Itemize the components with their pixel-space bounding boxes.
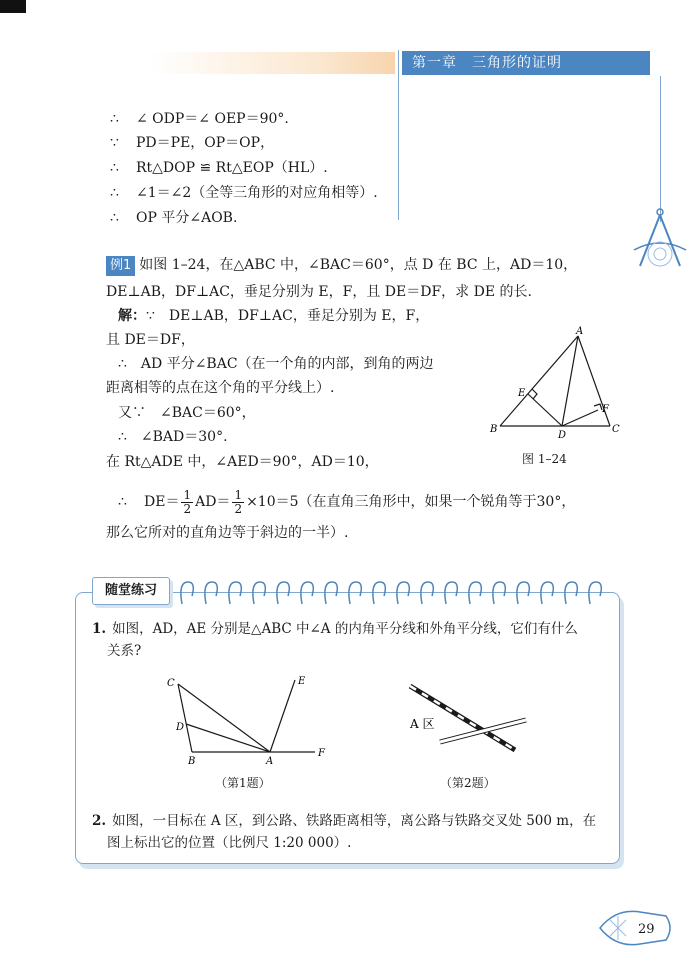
question-1-caption: （第1题）: [215, 776, 271, 790]
proof-line-5: ∴ OP 平分∠AOB.: [110, 210, 238, 226]
solution-line-3: ∴ AD 平分∠BAC（在一个角的内部，到角的两边: [118, 356, 434, 372]
q1-label-F: F: [318, 748, 325, 759]
fraction-half: $\frac{1}{2}$: [183, 487, 192, 516]
corner-mark: [0, 0, 26, 13]
question-2-figure: [400, 680, 540, 760]
solution-line-5: 又∵ ∠BAC＝60°，: [118, 405, 256, 421]
practice-title: 随堂练习: [92, 577, 170, 605]
question-2-caption: （第2题）: [440, 776, 496, 790]
example-line-1: 例1 如图 1–24，在△ABC 中，∠BAC＝60°，点 D 在 BC 上，AD＝10，: [106, 256, 577, 276]
fraction-half: $\frac{1}{2}$: [234, 487, 243, 516]
compass-icon: [628, 206, 688, 272]
q1-label-A: A: [266, 756, 274, 767]
label-A: A: [576, 326, 584, 337]
proof-line-4: ∴ ∠1＝∠2（全等三角形的对应角相等）.: [110, 185, 378, 201]
question-1-line-1: 1. 如图，AD，AE 分别是△ABC 中∠A 的内角平分线和外角平分线，它们有什么: [92, 621, 578, 637]
area-a-label: A 区: [410, 717, 435, 731]
margin-line: [660, 76, 661, 222]
figure-caption: 图 1–24: [522, 452, 567, 466]
question-1-line-2: 关系?: [107, 643, 142, 659]
solution-line-8: ∴ DE＝ $\frac{1}{2}$ AD＝ $\frac{1}{2}$ ×10＝5（在直角三角形中，如果一个锐角等于30°，: [118, 487, 576, 516]
header-divider: [398, 50, 399, 220]
page-number-badge: [596, 906, 676, 950]
q1-label-E: E: [298, 676, 306, 687]
spiral-binding: [176, 574, 616, 608]
label-C: C: [612, 424, 620, 435]
solution-line-1: 解：∵ DE⊥AB，DF⊥AC，垂足分别为 E，F，: [118, 308, 430, 324]
label-E: E: [518, 388, 526, 399]
triangle-figure: [482, 326, 632, 446]
question-2-line-2: 图上标出它的位置（比例尺 1:20 000）.: [107, 835, 352, 851]
proof-line-3: ∴ Rt△DOP ≌ Rt△EOP（HL）.: [110, 160, 328, 176]
q1-label-B: B: [188, 756, 196, 767]
label-F: F: [602, 404, 609, 415]
example-badge: 例1: [106, 256, 135, 276]
example-line-2: DE⊥AB，DF⊥AC，垂足分别为 E，F，且 DE＝DF，求 DE 的长.: [106, 284, 532, 300]
proof-line-1: ∴ ∠ ODP＝∠ OEP＝90°.: [110, 111, 289, 127]
label-B: B: [490, 424, 498, 435]
chapter-title: 第一章 三角形的证明: [402, 51, 650, 75]
solution-line-2: 且 DE＝DF，: [106, 332, 195, 348]
solution-line-4: 距离相等的点在这个角的平分线上）.: [106, 380, 335, 396]
q1-label-D: D: [176, 722, 185, 733]
solution-line-6: ∴ ∠BAD＝30°.: [118, 429, 228, 445]
question-2-line-1: 2. 如图，一目标在 A 区，到公路、铁路距离相等，离公路与铁路交叉处 500 m，在: [92, 813, 597, 829]
page-number: 29: [638, 922, 655, 937]
question-1-figure: [160, 672, 340, 768]
solution-line-9: 那么它所对的直角边等于斜边的一半）.: [106, 525, 349, 541]
header-gradient: [150, 52, 395, 74]
q1-label-C: C: [167, 678, 175, 689]
proof-line-2: ∵ PD＝PE，OP＝OP，: [110, 135, 275, 151]
solution-line-7: 在 Rt△ADE 中，∠AED＝90°，AD＝10，: [106, 454, 379, 470]
label-D: D: [558, 430, 567, 441]
